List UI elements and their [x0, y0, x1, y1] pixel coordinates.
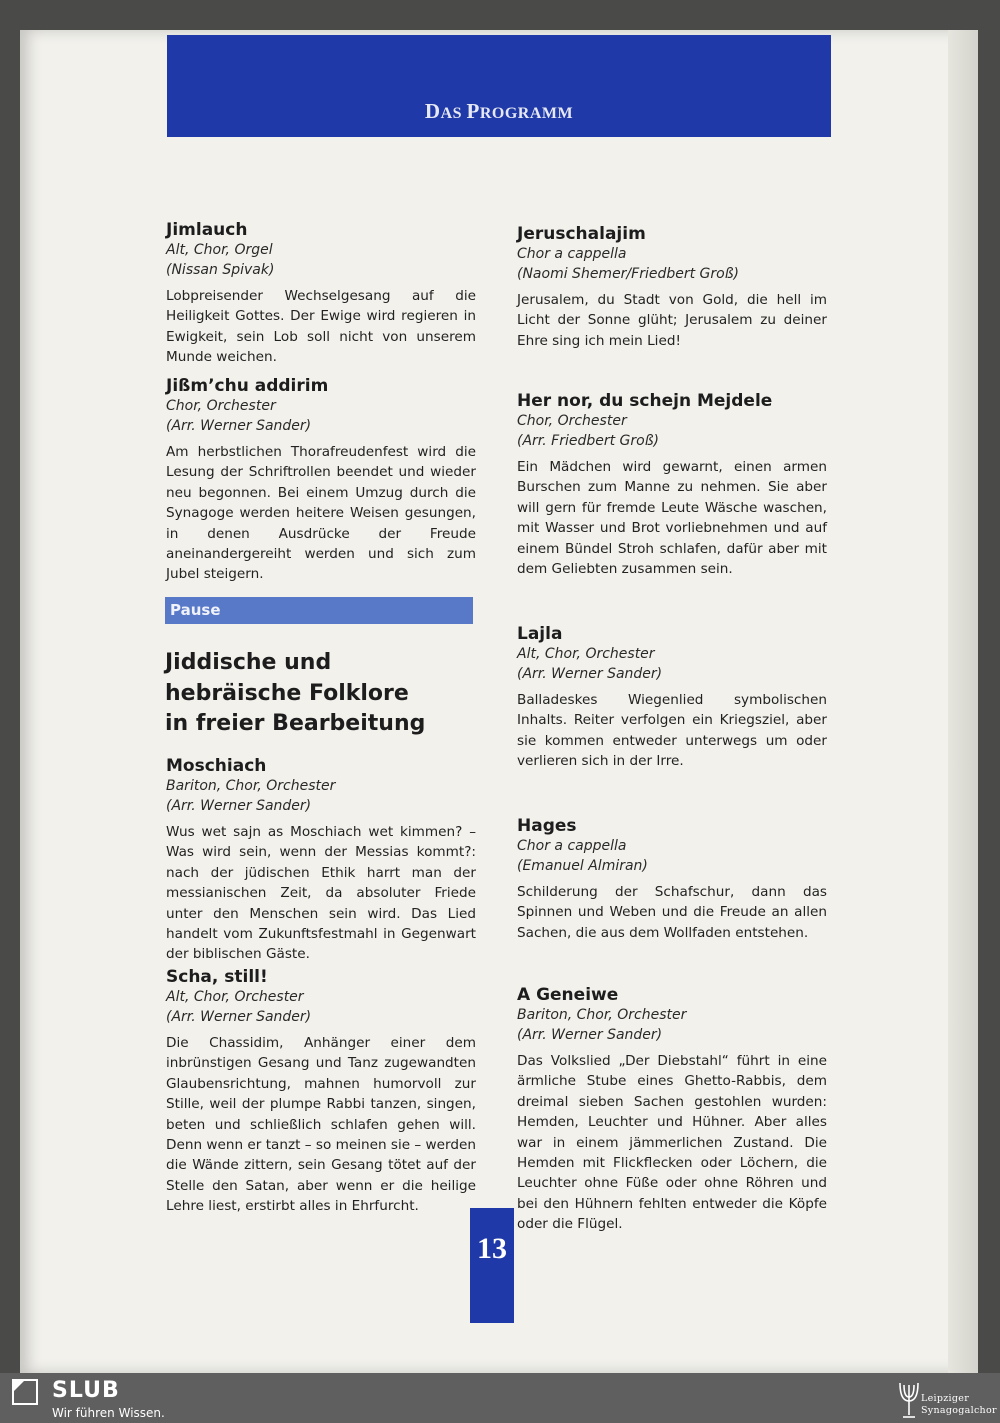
- item-title: Lajla: [517, 624, 563, 644]
- partner-name: [921, 1393, 997, 1417]
- item-composer: (Arr. Werner Sander): [517, 666, 663, 682]
- item-composer: (Arr. Werner Sander): [517, 1027, 663, 1043]
- item-title: Hages: [517, 816, 577, 836]
- item-title: Jißm’chu addirim: [166, 376, 329, 396]
- partner-name-line1: Leipziger: [921, 1393, 970, 1404]
- item-title: Scha, still!: [166, 967, 268, 987]
- item-composer: (Arr. Friedbert Groß): [517, 433, 660, 449]
- item-composer: (Arr. Werner Sander): [166, 1009, 312, 1025]
- document-page: [20, 30, 978, 1373]
- item-performers: Alt, Chor, Orchester: [166, 989, 304, 1005]
- slub-logo-icon: [12, 1379, 38, 1405]
- program-item-moschiach: [166, 756, 476, 965]
- program-item-jissmchu-addirim: [166, 376, 476, 585]
- footer-bar: [0, 1373, 1000, 1423]
- section-heading-line: in freier Bearbeitung: [165, 711, 426, 736]
- item-description: Das Volkslied „Der Diebstahl“ führt in eine ärmliche Stube eines Ghetto-Rabbis, dem dreimal sieben Sachen gestohlen wurden: Hemden, Leuchter und Hühner. Aber alles war in einem jämmerlichen Zustand. Die Hemden mit Flickflecken oder Löchern, die Leuchter ohne Füße oder ohne Röhren und bei den Hühnern fehlten entweder die Köpfe oder die Flügel.: [517, 1053, 827, 1233]
- item-description: Balladeskes Wiegenlied symbolischen Inhalts. Reiter verfolgen ein Kriegsziel, aber sie kommen entweder unterwegs um oder verlieren sich in der Irre.: [517, 692, 827, 770]
- item-title: Jeruschalajim: [517, 224, 646, 244]
- item-description: Ein Mädchen wird gewarnt, einen armen Burschen zum Manne zu nehmen. Sie aber will gern für fremde Leute Wäsche waschen, mit Wasser und Brot vorliebnehmen und auf einem Bündel Stroh schlafen, dafür aber mit dem Geliebten zusammen sein.: [517, 459, 827, 578]
- item-composer: (Arr. Werner Sander): [166, 798, 312, 814]
- item-performers: Alt, Chor, Orchester: [517, 646, 655, 662]
- program-item-scha-still: [166, 967, 476, 1217]
- item-performers: Alt, Chor, Orgel: [166, 242, 273, 258]
- page-number-tab: [470, 1208, 514, 1323]
- item-composer: (Nissan Spivak): [166, 262, 275, 278]
- program-item-jimlauch: [166, 220, 476, 368]
- program-item-her-nor: [517, 391, 827, 579]
- right-column: [517, 30, 827, 1373]
- page-number: 13: [477, 1232, 507, 1265]
- program-item-hages: [517, 816, 827, 943]
- section-heading-line: Jiddische und: [165, 650, 332, 675]
- item-performers: Chor, Orchester: [166, 398, 276, 414]
- item-description: Lobpreisender Wechselgesang auf die Heiligkeit Gottes. Der Ewige wird regieren in Ewigkeit, sein Lob soll nicht von unserem Munde weichen.: [166, 288, 476, 366]
- program-item-jeruschalajim: [517, 224, 827, 351]
- item-composer: (Naomi Shemer/Friedbert Groß): [517, 266, 739, 282]
- page-header-title: DAS PROGRAMM: [424, 99, 574, 123]
- item-performers: Chor a cappella: [517, 838, 627, 854]
- item-description: Die Chassidim, Anhänger einer dem inbrünstigen Gesang und Tanz zugewandten Glaubensrichtung, mahnen humorvoll zur Stille, weil der plumpe Rabbi tanzen, singen, beten und schließlich schlafen gehen will. Denn wenn er tanzt – so meinen sie – werden die Wände zittern, sein Gesang tötet auf der Stelle den Satan, aber wenn er die heilige Lehre liest, erstirbt alles in Ehrfurcht.: [166, 1035, 476, 1215]
- item-title: Jimlauch: [166, 220, 248, 240]
- item-description: Wus wet sajn as Moschiach wet kimmen? – Was wird sein, wenn der Messias kommt?: nach der jüdischen Ethik harrt man der messianischen Zeit, da absoluter Friede unter den Menschen sein wird. Das Lied handelt vom Zukunftsfestmahl in Gegenwart der biblischen Gäste.: [166, 824, 476, 963]
- pause-banner: [165, 597, 473, 624]
- pause-label: Pause: [170, 601, 221, 619]
- item-performers: Bariton, Chor, Orchester: [517, 1007, 687, 1023]
- item-composer: (Emanuel Almiran): [517, 858, 648, 874]
- item-title: Her nor, du schejn Mejdele: [517, 391, 773, 411]
- partner-name-line2: Synagogalchor: [921, 1405, 997, 1416]
- item-performers: Chor, Orchester: [517, 413, 627, 429]
- item-title: Moschiach: [166, 756, 267, 776]
- page-edge: [948, 30, 978, 1373]
- program-item-lajla: [517, 624, 827, 772]
- slub-brand[interactable]: SLUB: [52, 1378, 120, 1403]
- item-description: Schilderung der Schafschur, dann das Spinnen und Weben und die Freude an allen Sachen, die aus dem Wollfaden entstehen.: [517, 884, 827, 941]
- item-title: A Geneiwe: [517, 985, 619, 1005]
- section-heading: [165, 648, 475, 740]
- item-performers: Bariton, Chor, Orchester: [166, 778, 336, 794]
- slub-tagline: Wir führen Wissen.: [52, 1406, 165, 1420]
- program-item-a-geneiwe: [517, 985, 827, 1235]
- item-performers: Chor a cappella: [517, 246, 627, 262]
- menorah-logo-icon: [896, 1375, 922, 1421]
- item-composer: (Arr. Werner Sander): [166, 418, 312, 434]
- item-description: Am herbstlichen Thorafreudenfest wird die Lesung der Schriftrollen beendet und wieder neu begonnen. Bei einem Umzug durch die Synagoge werden heitere Weisen gesungen, in denen Ausdrücke der Freude aneinandergereiht werden und sich zum Jubel steigern.: [166, 444, 476, 583]
- item-description: Jerusalem, du Stadt von Gold, die hell im Licht der Sonne glüht; Jerusalem zu deiner Ehre sing ich mein Lied!: [517, 292, 827, 349]
- section-heading-line: hebräische Folklore: [165, 680, 409, 706]
